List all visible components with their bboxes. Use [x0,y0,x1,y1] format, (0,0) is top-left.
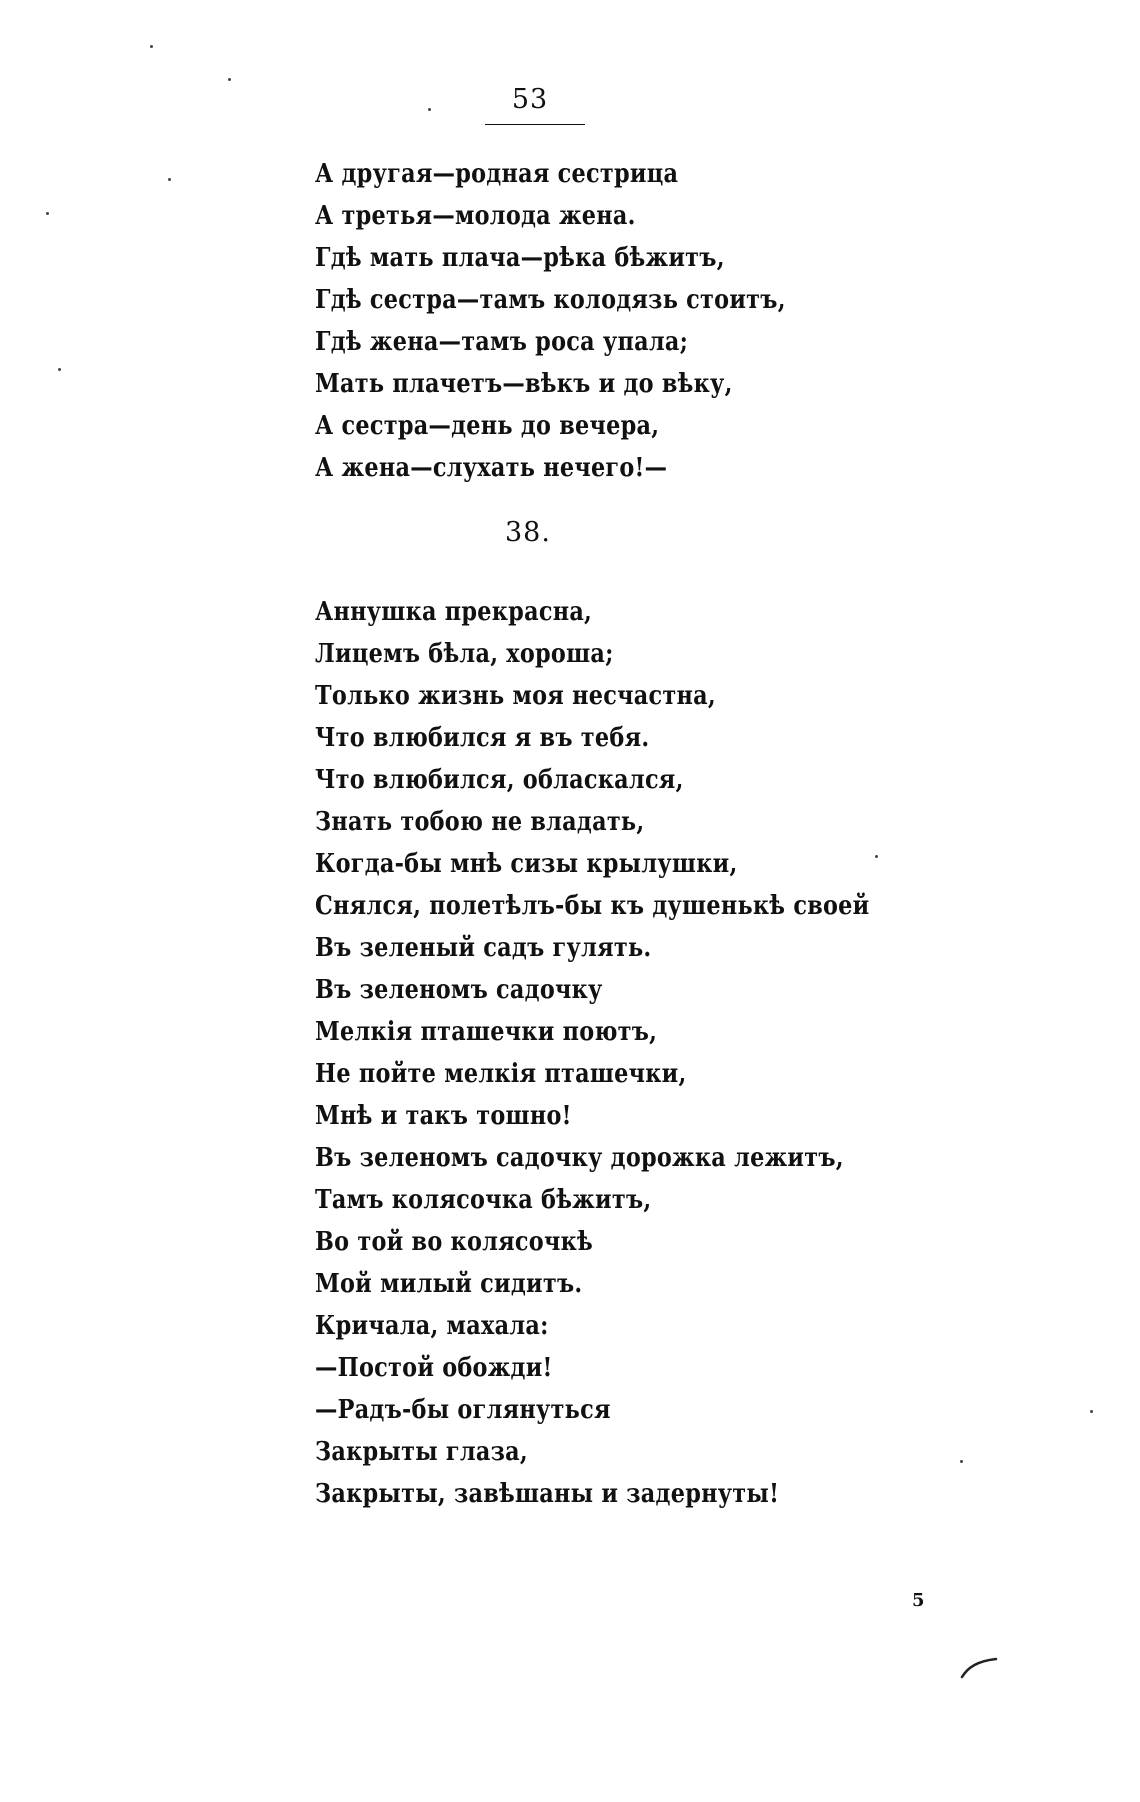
poem-line: Во той во колясочкѣ [315,1227,593,1257]
poem-line: Только жизнь моя несчастна, [315,681,716,711]
poem-38 [315,591,960,1515]
poem-line: Тамъ колясочка бѣжитъ, [315,1185,652,1215]
printer-signature-mark: 5 [912,1590,925,1611]
scan-speck [168,178,171,181]
poem-line: Въ зеленомъ садочку дорожка лежитъ, [315,1143,844,1173]
poem-line: Въ зеленый садъ гулять. [315,933,652,963]
scan-speck [228,78,231,81]
page-number: 53 [511,84,549,115]
poem-line: Мелкія пташечки поютъ, [315,1017,658,1047]
poem-line: Знать тобою не владать, [315,807,645,837]
poem-line: Лицемъ бѣла, хороша; [315,639,614,669]
poem-line: —Радъ-бы оглянуться [315,1395,611,1425]
ink-flourish-icon [960,1655,1000,1679]
poem-line: Въ зеленомъ садочку [315,975,603,1005]
poem-line: Что влюбился я въ тебя. [315,723,650,753]
poem-line: А сестра—день до вечера, [315,411,660,441]
scan-speck [960,1460,963,1463]
poem-line: Что влюбился, обласкался, [315,765,684,795]
poem-number: 38. [505,517,551,548]
poem-line: Закрыты, завѣшаны и задернуты! [315,1479,780,1509]
poem-line: Гдѣ мать плача—рѣка бѣжитъ, [315,243,725,273]
poem-line: Когда-бы мнѣ сизы крылушки, [315,849,738,879]
scan-speck [875,855,878,858]
poem-line: Аннушка прекрасна, [315,597,593,627]
poem-line: А жена—слухать нечего!— [315,453,668,483]
poem-line: Мать плачетъ—вѣкъ и до вѣку, [315,369,733,399]
scan-speck [428,108,431,111]
poem-line: Снялся, полетѣлъ-бы къ душенькѣ своей [315,891,870,921]
scan-speck [58,368,61,371]
scan-speck [1090,1410,1093,1413]
poem-line: Гдѣ жена—тамъ роса упала; [315,327,689,357]
scan-speck [150,45,153,48]
poem-line: Мнѣ и такъ тошно! [315,1101,572,1131]
poem-line: Кричала, махала: [315,1311,549,1341]
poem-line: А третья—молода жена. [315,201,636,231]
scan-speck [46,212,49,215]
poem-37-ending [315,153,862,489]
poem-line: Гдѣ сестра—тамъ колодязь стоитъ, [315,285,786,315]
poem-line: —Постой обожди! [315,1353,553,1383]
poem-line: Мой милый сидитъ. [315,1269,583,1299]
poem-line: Не пойте мелкія пташечки, [315,1059,687,1089]
poem-line: А другая—родная сестрица [315,159,679,189]
page-number-rule [485,124,585,125]
poem-line: Закрыты глаза, [315,1437,528,1467]
